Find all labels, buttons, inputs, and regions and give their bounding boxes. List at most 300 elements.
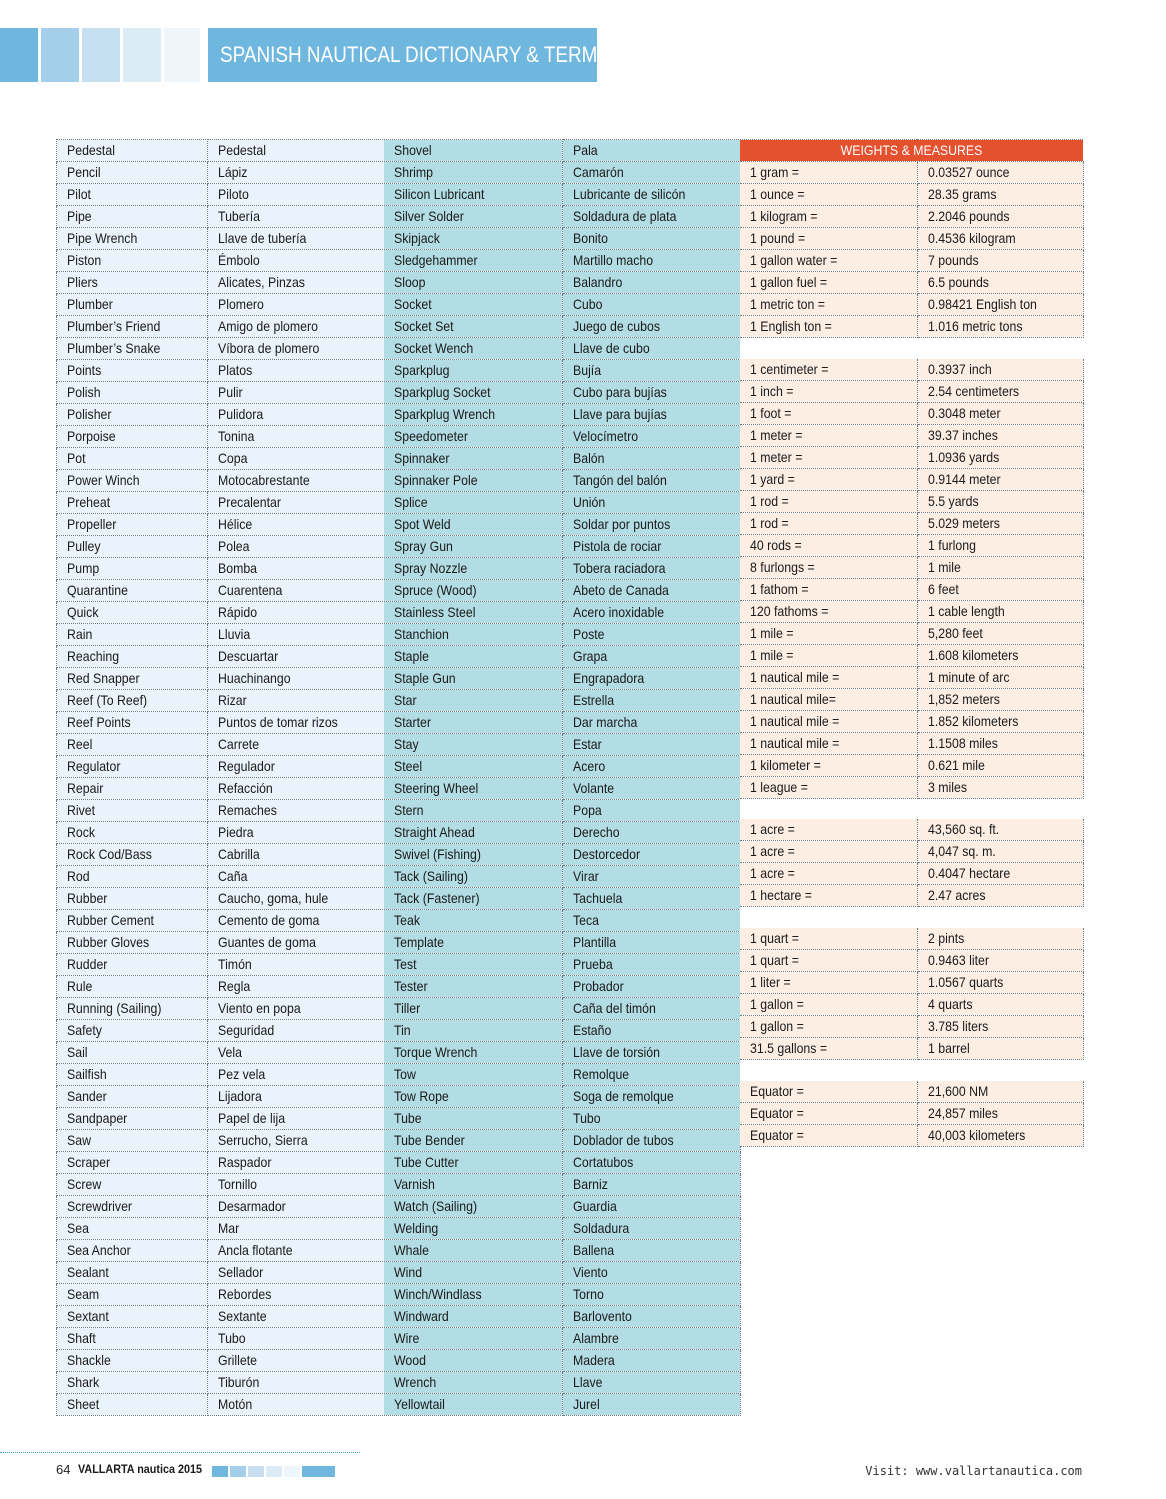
table-row: [57, 1372, 385, 1394]
measure-unit: 1 acre =: [740, 863, 917, 885]
spanish-term: Soldar por puntos: [562, 514, 740, 536]
english-term: Welding: [384, 1218, 562, 1240]
english-term: Wind: [384, 1262, 562, 1284]
spanish-term: Jurel: [562, 1394, 740, 1416]
english-term: Pump: [57, 558, 208, 580]
spanish-term: Caucho, goma, hule: [208, 888, 385, 910]
measure-unit: 1 nautical mile =: [740, 732, 917, 754]
table-row: [740, 468, 1083, 490]
measure-unit: 31.5 gallons =: [740, 1038, 917, 1060]
table-row: [384, 888, 740, 910]
weights-heading: WEIGHTS & MEASURES: [740, 140, 1083, 162]
measure-unit: 1 acre =: [740, 819, 917, 841]
table-row: [57, 426, 385, 448]
english-term: Stay: [384, 734, 562, 756]
english-term: Rudder: [57, 954, 208, 976]
english-term: Rubber: [57, 888, 208, 910]
english-term: Stanchion: [384, 624, 562, 646]
table-row: [57, 910, 385, 932]
spanish-term: Lápiz: [208, 162, 385, 184]
measure-unit: 1 meter =: [740, 446, 917, 468]
table-row: [740, 402, 1083, 424]
table-row: [57, 822, 385, 844]
measure-equivalent: 2.2046 pounds: [917, 206, 1083, 228]
table-row: [740, 490, 1083, 512]
table-row: [57, 844, 385, 866]
table-row: [57, 624, 385, 646]
table-row: [384, 1108, 740, 1130]
measure-equivalent: 24,857 miles: [917, 1102, 1083, 1124]
spanish-term: Regla: [208, 976, 385, 998]
spanish-term: Motón: [208, 1394, 385, 1416]
spanish-term: Alicates, Pinzas: [208, 272, 385, 294]
measure-unit: 1 inch =: [740, 380, 917, 402]
table-row: [57, 932, 385, 954]
table-row: [57, 1350, 385, 1372]
spanish-term: Viento en popa: [208, 998, 385, 1020]
table-row: [57, 1086, 385, 1108]
spanish-term: Balón: [562, 448, 740, 470]
spanish-term: Carrete: [208, 734, 385, 756]
english-term: Quarantine: [57, 580, 208, 602]
weights-heading-row: [740, 140, 1083, 162]
english-term: Saw: [57, 1130, 208, 1152]
header-color-blocks: [0, 28, 203, 82]
measure-equivalent: 0.9463 liter: [917, 950, 1083, 972]
english-term: Rubber Cement: [57, 910, 208, 932]
measure-unit: Equator =: [740, 1124, 917, 1146]
english-term: Spot Weld: [384, 514, 562, 536]
english-term: Socket Set: [384, 316, 562, 338]
measure-unit: 1 gallon water =: [740, 250, 917, 272]
table-row: [57, 536, 385, 558]
table-row: [740, 600, 1083, 622]
footer-color-block: [302, 1466, 335, 1477]
spanish-term: Destorcedor: [562, 844, 740, 866]
spanish-term: Estar: [562, 734, 740, 756]
spanish-term: Rápido: [208, 602, 385, 624]
spanish-term: Cortatubos: [562, 1152, 740, 1174]
table-row: [384, 162, 740, 184]
english-term: Piston: [57, 250, 208, 272]
spanish-term: Cuarentena: [208, 580, 385, 602]
table-row: [57, 1020, 385, 1042]
english-term: Pliers: [57, 272, 208, 294]
table-row: [384, 294, 740, 316]
table-row: [384, 756, 740, 778]
measure-equivalent: 6 feet: [917, 578, 1083, 600]
measure-unit: 1 gallon fuel =: [740, 272, 917, 294]
table-row: [57, 734, 385, 756]
english-term: Wrench: [384, 1372, 562, 1394]
spanish-term: Platos: [208, 360, 385, 382]
measure-equivalent: 0.4047 hectare: [917, 863, 1083, 885]
table-row: [740, 688, 1083, 710]
measure-equivalent: 0.3048 meter: [917, 402, 1083, 424]
english-term: Screw: [57, 1174, 208, 1196]
spanish-term: Grillete: [208, 1350, 385, 1372]
english-term: Template: [384, 932, 562, 954]
english-term: Spray Gun: [384, 536, 562, 558]
spanish-term: Pistola de rociar: [562, 536, 740, 558]
english-term: Steering Wheel: [384, 778, 562, 800]
english-term: Tow Rope: [384, 1086, 562, 1108]
measure-unit: 1 foot =: [740, 402, 917, 424]
measure-unit: 120 fathoms =: [740, 600, 917, 622]
table-row: [384, 250, 740, 272]
table-row: [384, 1350, 740, 1372]
table-row: [384, 140, 740, 162]
measure-equivalent: 4,047 sq. m.: [917, 841, 1083, 863]
table-row: [57, 756, 385, 778]
english-term: Red Snapper: [57, 668, 208, 690]
measure-equivalent: 21,600 NM: [917, 1081, 1083, 1103]
english-term: Rod: [57, 866, 208, 888]
english-term: Splice: [384, 492, 562, 514]
spanish-term: Hélice: [208, 514, 385, 536]
table-row: [57, 866, 385, 888]
measure-equivalent: 1 barrel: [917, 1038, 1083, 1060]
english-term: Rock Cod/Bass: [57, 844, 208, 866]
measure-equivalent: 1.1508 miles: [917, 732, 1083, 754]
spanish-term: Virar: [562, 866, 740, 888]
measure-equivalent: 0.4536 kilogram: [917, 228, 1083, 250]
spanish-term: Ballena: [562, 1240, 740, 1262]
spanish-term: Caña: [208, 866, 385, 888]
spanish-term: Tubo: [208, 1328, 385, 1350]
english-term: Wire: [384, 1328, 562, 1350]
english-term: Preheat: [57, 492, 208, 514]
table-row: [740, 556, 1083, 578]
table-row: [384, 1042, 740, 1064]
spanish-term: Cabrilla: [208, 844, 385, 866]
english-term: Sparkplug Socket: [384, 382, 562, 404]
spanish-term: Rizar: [208, 690, 385, 712]
english-term: Pilot: [57, 184, 208, 206]
spacer-cell: [740, 907, 1083, 928]
spanish-term: Torno: [562, 1284, 740, 1306]
spanish-term: Soga de remolque: [562, 1086, 740, 1108]
spanish-term: Remolque: [562, 1064, 740, 1086]
footer-color-block: [266, 1466, 282, 1477]
english-term: Yellowtail: [384, 1394, 562, 1416]
weights-measures-table: [740, 139, 1084, 1147]
table-row: [57, 448, 385, 470]
english-term: Sheet: [57, 1394, 208, 1416]
table-row: [384, 998, 740, 1020]
table-row: [384, 602, 740, 624]
table-row: [384, 272, 740, 294]
measure-equivalent: 2.47 acres: [917, 885, 1083, 907]
spanish-term: Estrella: [562, 690, 740, 712]
english-term: Tow: [384, 1064, 562, 1086]
spanish-term: Vela: [208, 1042, 385, 1064]
table-row: [384, 624, 740, 646]
measure-equivalent: 0.621 mile: [917, 754, 1083, 776]
measure-equivalent: 6.5 pounds: [917, 272, 1083, 294]
spanish-term: Barniz: [562, 1174, 740, 1196]
table-row: [57, 1240, 385, 1262]
table-row: [384, 228, 740, 250]
measure-equivalent: 2 pints: [917, 928, 1083, 950]
measure-unit: 1 liter =: [740, 972, 917, 994]
spanish-term: Refacción: [208, 778, 385, 800]
spanish-term: Pala: [562, 140, 740, 162]
spanish-term: Papel de lija: [208, 1108, 385, 1130]
table-row: [384, 1218, 740, 1240]
table-row: [57, 646, 385, 668]
english-term: Test: [384, 954, 562, 976]
english-term: Points: [57, 360, 208, 382]
table-row: [384, 910, 740, 932]
table-row: [384, 470, 740, 492]
table-row: [57, 1306, 385, 1328]
spanish-term: Bonito: [562, 228, 740, 250]
table-row: [740, 1016, 1083, 1038]
english-term: Pedestal: [57, 140, 208, 162]
table-row: [57, 976, 385, 998]
spanish-term: Cubo para bujías: [562, 382, 740, 404]
measure-unit: 1 ounce =: [740, 184, 917, 206]
english-term: Staple: [384, 646, 562, 668]
table-row: [384, 382, 740, 404]
spanish-term: Dar marcha: [562, 712, 740, 734]
table-row: [57, 1262, 385, 1284]
spanish-term: Caña del timón: [562, 998, 740, 1020]
measure-unit: 1 English ton =: [740, 316, 917, 338]
spanish-term: Tubería: [208, 206, 385, 228]
english-term: Quick: [57, 602, 208, 624]
measure-unit: 1 nautical mile =: [740, 710, 917, 732]
table-row: [740, 380, 1083, 402]
measure-unit: 40 rods =: [740, 534, 917, 556]
table-row: [384, 184, 740, 206]
spanish-term: Víbora de plomero: [208, 338, 385, 360]
table-row: [384, 1130, 740, 1152]
spanish-term: Tangón del balón: [562, 470, 740, 492]
spanish-term: Lijadora: [208, 1086, 385, 1108]
table-row: [384, 932, 740, 954]
measure-unit: 1 mile =: [740, 644, 917, 666]
english-term: Tube Bender: [384, 1130, 562, 1152]
spanish-term: Piedra: [208, 822, 385, 844]
table-row: [740, 534, 1083, 556]
table-row: [57, 184, 385, 206]
spanish-term: Tornillo: [208, 1174, 385, 1196]
table-row: [384, 404, 740, 426]
table-row: [384, 1152, 740, 1174]
table-row: [57, 294, 385, 316]
table-row: [740, 294, 1083, 316]
english-term: Pot: [57, 448, 208, 470]
spacer-row: [740, 907, 1083, 928]
spanish-term: Tobera raciadora: [562, 558, 740, 580]
measure-unit: 1 kilometer =: [740, 754, 917, 776]
table-row: [57, 162, 385, 184]
table-row: [384, 426, 740, 448]
magazine-name: VALLARTA nautica 2015: [78, 1462, 203, 1476]
measure-equivalent: 2.54 centimeters: [917, 380, 1083, 402]
measure-unit: 1 metric ton =: [740, 294, 917, 316]
spanish-term: Viento: [562, 1262, 740, 1284]
english-term: Reaching: [57, 646, 208, 668]
table-row: [384, 448, 740, 470]
table-row: [740, 250, 1083, 272]
dictionary-table-left: [56, 139, 385, 1416]
spanish-term: Piloto: [208, 184, 385, 206]
spacer-row: [740, 1060, 1083, 1081]
table-row: [384, 360, 740, 382]
english-term: Rivet: [57, 800, 208, 822]
table-row: [57, 998, 385, 1020]
table-row: [740, 754, 1083, 776]
table-row: [384, 580, 740, 602]
table-row: [57, 668, 385, 690]
english-term: Teak: [384, 910, 562, 932]
website-url: Visit: www.vallartanautica.com: [865, 1464, 1082, 1478]
spanish-term: Pulidora: [208, 404, 385, 426]
english-term: Tester: [384, 976, 562, 998]
english-term: Plumber’s Snake: [57, 338, 208, 360]
table-row: [384, 844, 740, 866]
spanish-term: Rebordes: [208, 1284, 385, 1306]
table-row: [384, 558, 740, 580]
spacer-cell: [740, 798, 1083, 819]
table-row: [57, 470, 385, 492]
table-row: [57, 580, 385, 602]
table-row: [57, 1064, 385, 1086]
english-term: Spinnaker: [384, 448, 562, 470]
footer-color-block: [230, 1466, 246, 1477]
table-row: [57, 140, 385, 162]
english-term: Sparkplug: [384, 360, 562, 382]
footer-color-block: [212, 1466, 228, 1477]
table-row: [384, 1262, 740, 1284]
spanish-term: Llave: [562, 1372, 740, 1394]
spanish-term: Ancla flotante: [208, 1240, 385, 1262]
footer-color-blocks: [212, 1466, 337, 1477]
table-row: [740, 950, 1083, 972]
spacer-cell: [740, 1060, 1083, 1081]
spanish-term: Lluvia: [208, 624, 385, 646]
table-row: [384, 1240, 740, 1262]
english-term: Tiller: [384, 998, 562, 1020]
spanish-term: Serrucho, Sierra: [208, 1130, 385, 1152]
spanish-term: Timón: [208, 954, 385, 976]
english-term: Sea: [57, 1218, 208, 1240]
english-term: Tack (Fastener): [384, 888, 562, 910]
english-term: Watch (Sailing): [384, 1196, 562, 1218]
english-term: Tin: [384, 1020, 562, 1042]
spanish-term: Unión: [562, 492, 740, 514]
english-term: Shackle: [57, 1350, 208, 1372]
table-row: [740, 819, 1083, 841]
english-term: Shovel: [384, 140, 562, 162]
spanish-term: Lubricante de silicón: [562, 184, 740, 206]
spanish-term: Desarmador: [208, 1196, 385, 1218]
english-term: Spruce (Wood): [384, 580, 562, 602]
measure-unit: 1 centimeter =: [740, 359, 917, 381]
spanish-term: Teca: [562, 910, 740, 932]
spanish-term: Bomba: [208, 558, 385, 580]
measure-unit: 1 nautical mile=: [740, 688, 917, 710]
english-term: Varnish: [384, 1174, 562, 1196]
spanish-term: Copa: [208, 448, 385, 470]
header-color-block: [41, 28, 79, 82]
spanish-term: Volante: [562, 778, 740, 800]
measure-equivalent: 0.03527 ounce: [917, 162, 1083, 184]
english-term: Propeller: [57, 514, 208, 536]
measure-equivalent: 0.3937 inch: [917, 359, 1083, 381]
english-term: Reef Points: [57, 712, 208, 734]
table-row: [740, 228, 1083, 250]
english-term: Rule: [57, 976, 208, 998]
table-row: [740, 994, 1083, 1016]
table-row: [740, 446, 1083, 468]
spanish-term: Doblador de tubos: [562, 1130, 740, 1152]
page-number: 64: [56, 1462, 71, 1477]
english-term: Tube Cutter: [384, 1152, 562, 1174]
measure-equivalent: 4 quarts: [917, 994, 1083, 1016]
measure-unit: 1 hectare =: [740, 885, 917, 907]
spanish-term: Sextante: [208, 1306, 385, 1328]
english-term: Star: [384, 690, 562, 712]
english-term: Stern: [384, 800, 562, 822]
table-row: [384, 734, 740, 756]
measure-equivalent: 40,003 kilometers: [917, 1124, 1083, 1146]
spanish-term: Estaño: [562, 1020, 740, 1042]
measure-unit: 1 kilogram =: [740, 206, 917, 228]
table-row: [740, 512, 1083, 534]
spanish-term: Prueba: [562, 954, 740, 976]
spanish-term: Llave de tubería: [208, 228, 385, 250]
english-term: Polish: [57, 382, 208, 404]
english-term: Power Winch: [57, 470, 208, 492]
english-term: Rubber Gloves: [57, 932, 208, 954]
table-row: [57, 492, 385, 514]
measure-unit: 1 quart =: [740, 928, 917, 950]
english-term: Windward: [384, 1306, 562, 1328]
table-row: [740, 206, 1083, 228]
measure-equivalent: 5,280 feet: [917, 622, 1083, 644]
table-row: [384, 316, 740, 338]
english-term: Tube: [384, 1108, 562, 1130]
spanish-term: Juego de cubos: [562, 316, 740, 338]
measure-equivalent: 1.852 kilometers: [917, 710, 1083, 732]
spanish-term: Balandro: [562, 272, 740, 294]
table-row: [384, 976, 740, 998]
measure-unit: 1 gram =: [740, 162, 917, 184]
table-row: [740, 841, 1083, 863]
english-term: Steel: [384, 756, 562, 778]
spanish-term: Guardia: [562, 1196, 740, 1218]
table-row: [384, 536, 740, 558]
table-row: [384, 712, 740, 734]
english-term: Safety: [57, 1020, 208, 1042]
table-row: [57, 316, 385, 338]
table-row: [57, 778, 385, 800]
spanish-term: Cemento de goma: [208, 910, 385, 932]
table-row: [384, 646, 740, 668]
spanish-term: Motocabrestante: [208, 470, 385, 492]
table-row: [384, 206, 740, 228]
measure-equivalent: 3 miles: [917, 776, 1083, 798]
spanish-term: Probador: [562, 976, 740, 998]
spanish-term: Grapa: [562, 646, 740, 668]
table-row: [740, 863, 1083, 885]
table-row: [384, 1306, 740, 1328]
header-color-block: [164, 28, 200, 82]
